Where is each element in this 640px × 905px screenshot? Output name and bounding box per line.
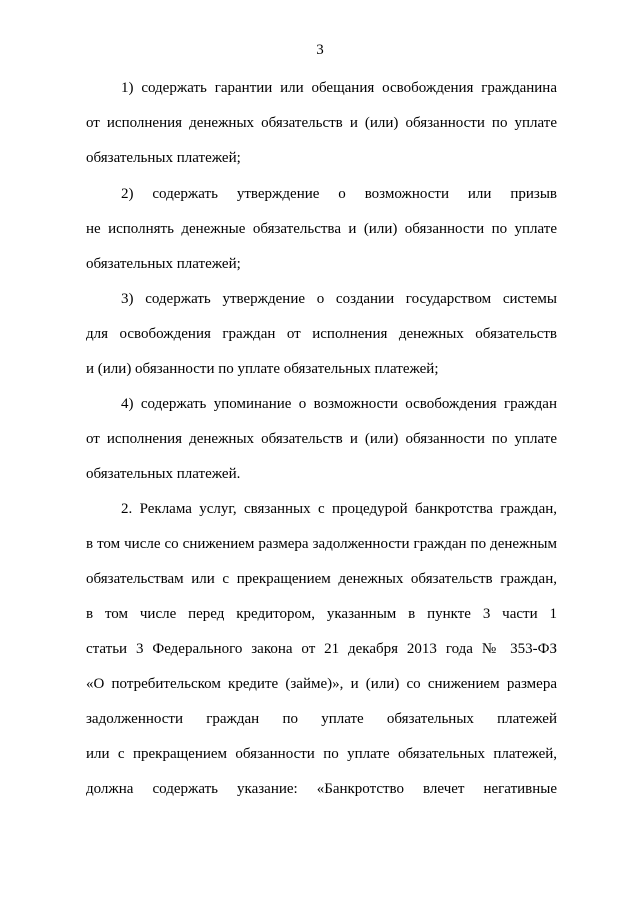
text-line: должна содержать указание: «Банкротство влечет негативные: [86, 781, 557, 797]
text-line: «О потребительском кредите (займе)», и (или) со снижением размера: [86, 676, 557, 692]
text-line: 2) содержать утверждение о возможности или призыв: [121, 186, 557, 202]
text-line: обязательных платежей;: [86, 150, 241, 166]
text-line: или с прекращением обязанности по уплате обязательных платежей,: [86, 746, 557, 762]
text-line: и (или) обязанности по уплате обязательных платежей;: [86, 361, 439, 377]
text-line: задолженности граждан по уплате обязательных платежей: [86, 711, 557, 727]
text-line: 2. Реклама услуг, связанных с процедурой банкротства граждан,: [121, 501, 557, 517]
text-line: 1) содержать гарантии или обещания освобождения гражданина: [121, 80, 557, 96]
text-line: 4) содержать упоминание о возможности освобождения граждан: [121, 396, 557, 412]
text-line: 3) содержать утверждение о создании государством системы: [121, 291, 557, 307]
text-line: обязательных платежей;: [86, 256, 241, 272]
text-line: в том числе со снижением размера задолженности граждан по денежным: [86, 536, 557, 552]
text-line: не исполнять денежные обязательства и (или) обязанности по уплате: [86, 221, 557, 237]
text-line: в том числе перед кредитором, указанным в пункте 3 части 1: [86, 606, 557, 622]
text-line: статьи 3 Федерального закона от 21 декабря 2013 года № 353-ФЗ: [86, 641, 557, 657]
text-line: обязательствам или с прекращением денежных обязательств граждан,: [86, 571, 557, 587]
page-number: 3: [316, 42, 324, 58]
text-line: от исполнения денежных обязательств и (или) обязанности по уплате: [86, 115, 557, 131]
text-line: обязательных платежей.: [86, 466, 241, 482]
text-line: для освобождения граждан от исполнения денежных обязательств: [86, 326, 557, 342]
text-line: от исполнения денежных обязательств и (или) обязанности по уплате: [86, 431, 557, 447]
